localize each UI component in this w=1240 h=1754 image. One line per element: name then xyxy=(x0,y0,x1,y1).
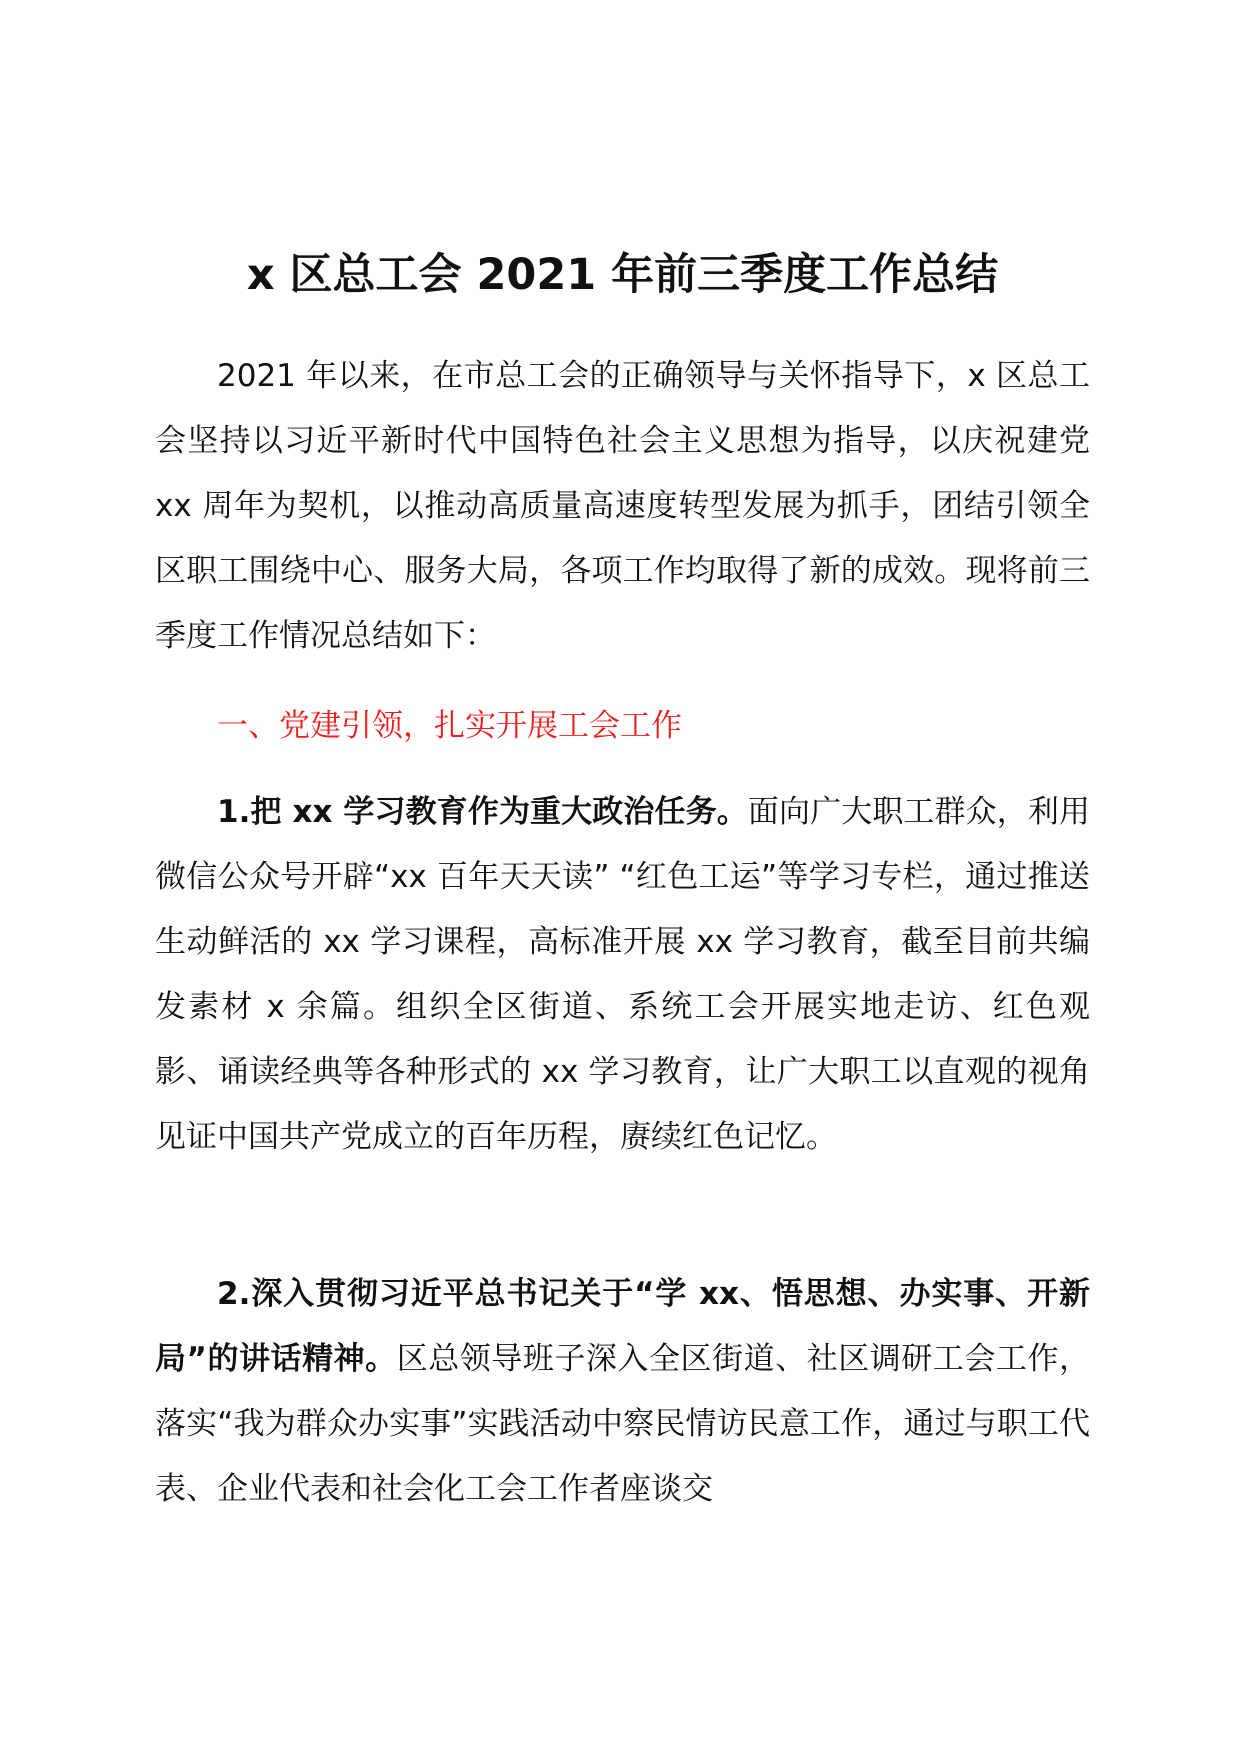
item-1-lead: 1.把 xx 学习教育作为重大政治任务。 xyxy=(217,794,748,830)
section-heading: 一、党建引领，扎实开展工会工作 xyxy=(217,708,682,744)
document-title: x 区总工会 2021 年前三季度工作总结 xyxy=(246,250,999,300)
item-2-body: 区总领导班子深入全区街道、社区调研工会工作，落实“我为群众办实事”实践活动中察民情访民意工作，通过与职工代表、企业代表和社会化工会工作者座谈交 xyxy=(155,1341,1090,1507)
item-1-body: 面向广大职工群众，利用微信公众号开辟“xx 百年天天读” “红色工运”等学习专栏，通过推送生动鲜活的 xx 学习课程，高标准开展 xx 学习教育，截至目前共编发素材 x 余篇。组织全区街道、系统工会开展实地走访、红色观影、诵读经典等各种形式的 xx 学习教育，让广大职工以直观的视角见证中国共产党成立的百年历程，赓续红色记忆。 xyxy=(155,794,1090,1155)
item-1-paragraph xyxy=(155,780,1090,1170)
item-2-paragraph xyxy=(155,1262,1090,1522)
item-2-lead: 2.深入贯彻习近平总书记关于“学 xx、悟思想、办实事、开新局”的讲话精神。 xyxy=(155,1276,1090,1377)
intro-paragraph: 2021 年以来，在市总工会的正确领导与关怀指导下，x 区总工会坚持以习近平新时代中国特色社会主义思想为指导，以庆祝建党 xx 周年为契机，以推动高质量高速度转型发展为抓手，团结引领全区职工围绕中心、服务大局，各项工作均取得了新的成效。现将前三季度工作情况总结如下： xyxy=(155,358,1090,654)
